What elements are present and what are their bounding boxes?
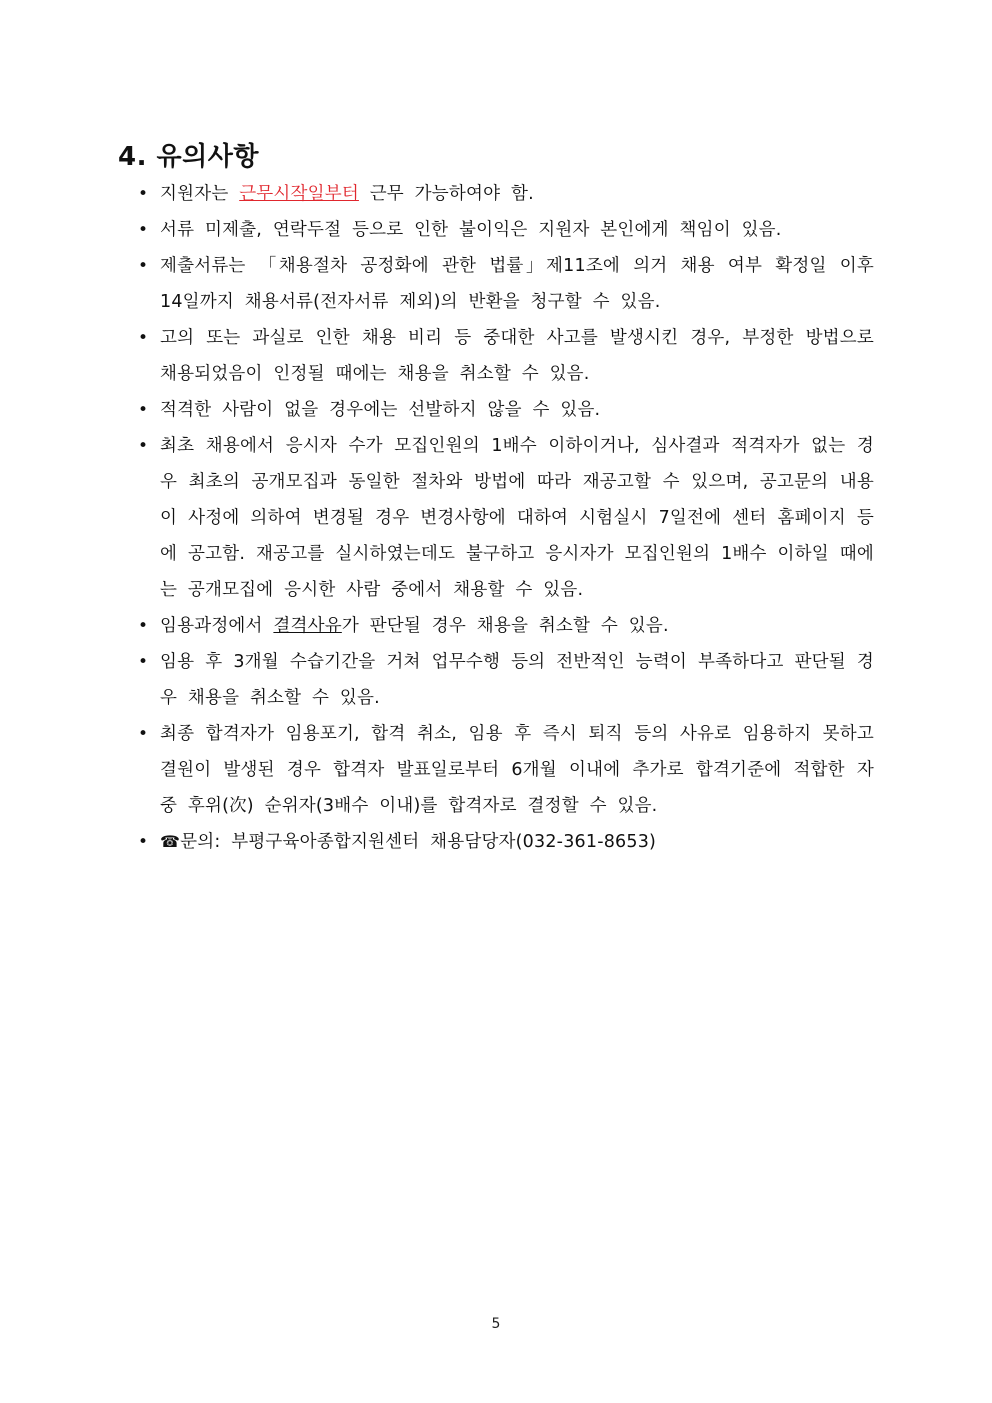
note-text xyxy=(160,832,656,852)
bullet: • xyxy=(138,436,149,456)
note-text: 적격한 사람이 없을 경우에는 선발하지 않을 수 있음. xyxy=(160,400,601,420)
bullet: • xyxy=(138,256,149,276)
list-item xyxy=(138,212,874,248)
note-text: 지원자는 근무시작일부터 근무 가능하여야 함. xyxy=(160,184,534,204)
contact-text: 문의: 부평구육아종합지원센터 채용담당자(032-361-8653) xyxy=(180,832,657,852)
note-text: 임용과정에서 결격사유가 판단될 경우 채용을 취소할 수 있음. xyxy=(160,616,669,636)
bullet: • xyxy=(138,184,149,204)
list-item xyxy=(138,392,874,428)
note-text: 제출서류는 「채용절차 공정화에 관한 법률」제11조에 의거 채용 여부 확정일 이후 14일까지 채용서류(전자서류 제외)의 반환을 청구할 수 있음. xyxy=(160,256,874,312)
section-title: 4. 유의사항 xyxy=(118,142,259,172)
bullet: • xyxy=(138,328,149,348)
list-item xyxy=(138,176,874,212)
bullet: • xyxy=(138,832,149,852)
list-item xyxy=(138,428,874,608)
list-item xyxy=(138,248,874,320)
note-text: 서류 미제출, 연락두절 등으로 인한 불이익은 지원자 본인에게 책임이 있음. xyxy=(160,220,782,240)
disqualification-term: 결격사유 xyxy=(273,616,342,636)
phone-icon: ☎ xyxy=(160,832,181,851)
start-date-highlight: 근무시작일부터 xyxy=(239,184,359,204)
list-item xyxy=(138,320,874,392)
bullet: • xyxy=(138,724,149,744)
list-item xyxy=(138,644,874,716)
list-item xyxy=(138,608,874,644)
bullet: • xyxy=(138,652,149,672)
list-item xyxy=(138,824,874,860)
bullet: • xyxy=(138,400,149,420)
page-number: 5 xyxy=(491,1316,501,1332)
note-text: 고의 또는 과실로 인한 채용 비리 등 중대한 사고를 발생시킨 경우, 부정한 방법으로 채용되었음이 인정될 때에는 채용을 취소할 수 있음. xyxy=(160,328,874,384)
notes-list xyxy=(138,176,874,860)
note-text: 최종 합격자가 임용포기, 합격 취소, 임용 후 즉시 퇴직 등의 사유로 임용하지 못하고 결원이 발생된 경우 합격자 발표일로부터 6개월 이내에 추가로 합격기준에 적합한 자 중 후위(次) 순위자(3배수 이내)를 합격자로 결정할 수 있음. xyxy=(160,724,874,816)
list-item xyxy=(138,716,874,824)
note-text: 임용 후 3개월 수습기간을 거쳐 업무수행 등의 전반적인 능력이 부족하다고 판단될 경우 채용을 취소할 수 있음. xyxy=(160,652,874,708)
note-text: 최초 채용에서 응시자 수가 모집인원의 1배수 이하이거나, 심사결과 적격자가 없는 경우 최초의 공개모집과 동일한 절차와 방법에 따라 재공고할 수 있으며, 공고문의 내용이 사정에 의하여 변경될 경우 변경사항에 대하여 시험실시 7일전에 센터 홈페이지 등에 공고함. 재공고를 실시하였는데도 불구하고 응시자가 모집인원의 1배수 이하일 때에는 공개모집에 응시한 사람 중에서 채용할 수 있음. xyxy=(160,436,874,600)
bullet: • xyxy=(138,220,149,240)
bullet: • xyxy=(138,616,149,636)
